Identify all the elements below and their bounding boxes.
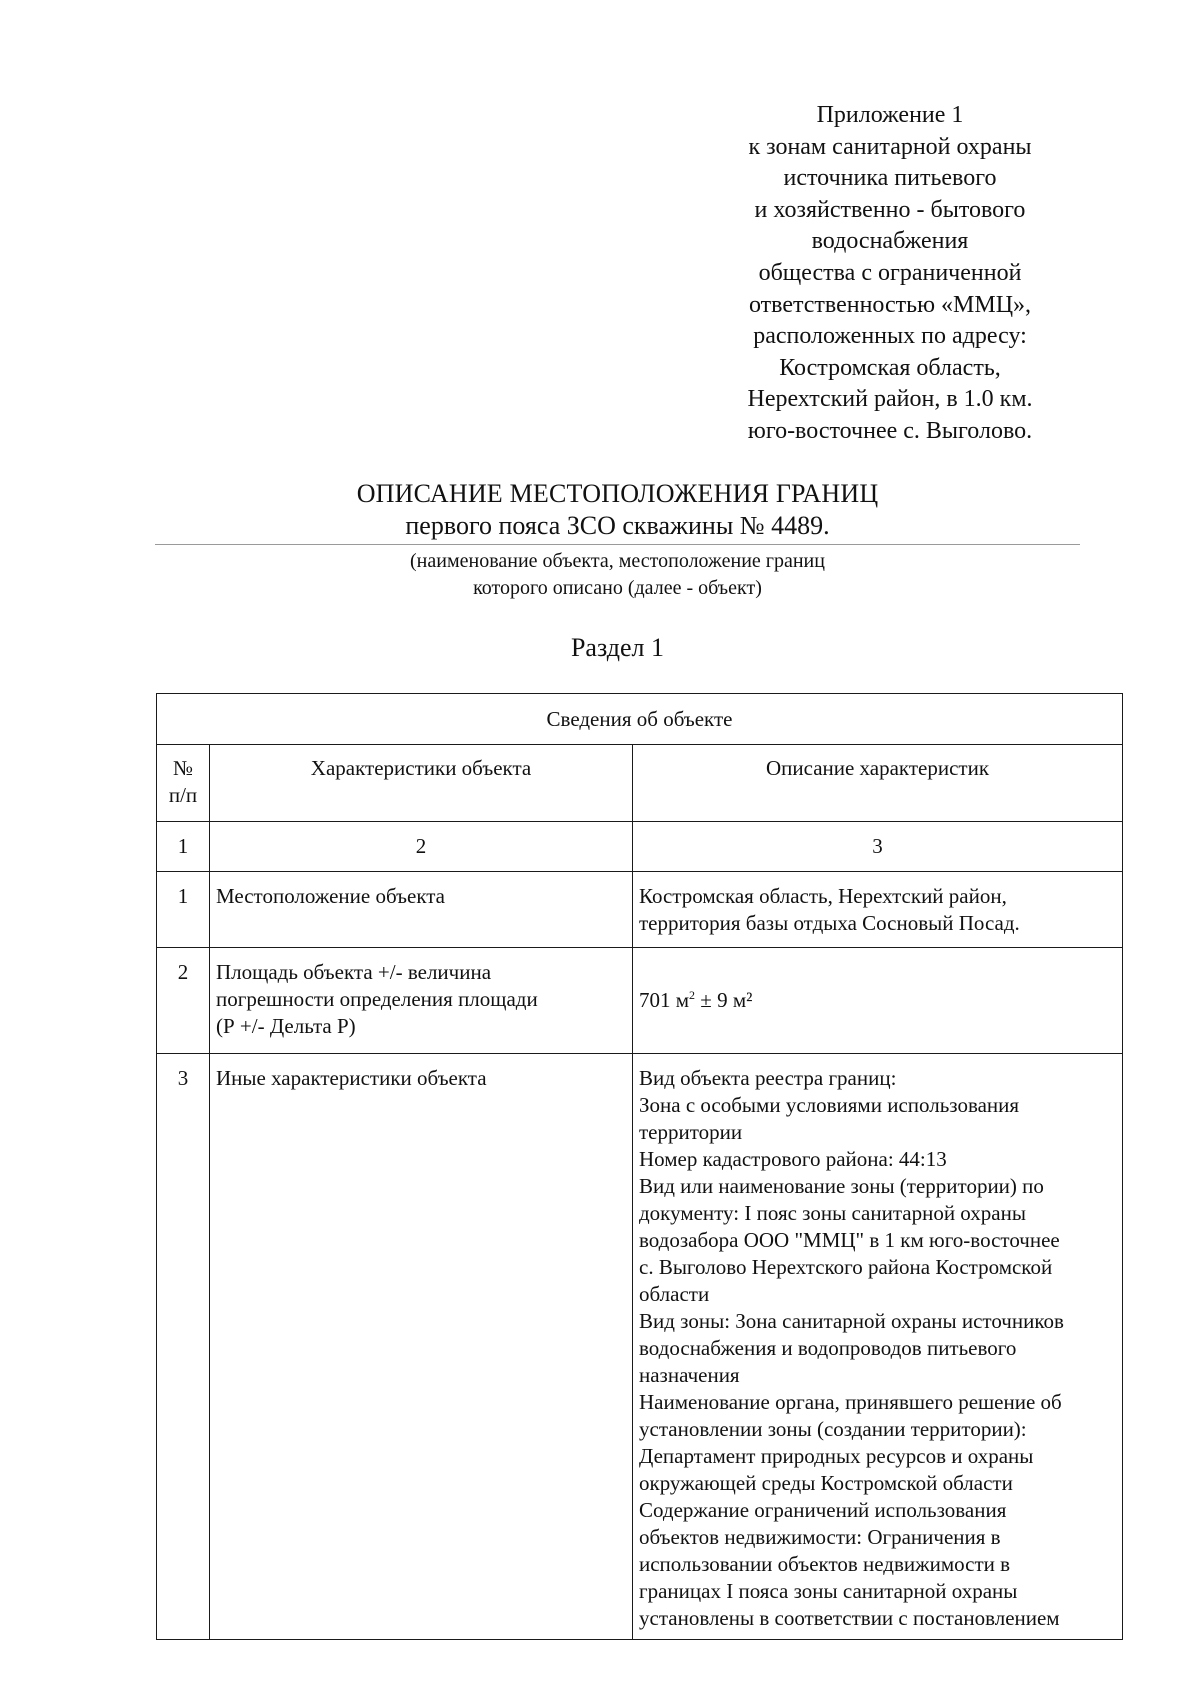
table-row — [157, 872, 1123, 948]
appendix-line: расположенных по адресу: — [753, 323, 1027, 350]
column-number: 3 — [633, 822, 1123, 872]
appendix-line: Костромская область, — [779, 354, 1001, 381]
appendix-block — [690, 100, 1090, 448]
appendix-line: и хозяйственно - бытового — [754, 196, 1026, 223]
description-line: документу: I пояс зоны санитарной охраны — [639, 1201, 1026, 1225]
area-unit-superscript: 2 — [689, 988, 696, 1002]
appendix-line: ответственностью «ММЦ», — [748, 291, 1032, 318]
characteristic-line: Площадь объекта +/- величина — [216, 960, 492, 984]
description-line: водозабора ООО "ММЦ" в 1 км юго-восточнее — [639, 1228, 1060, 1252]
appendix-line: Приложение 1 — [816, 102, 964, 128]
table-caption-row — [157, 694, 1123, 745]
appendix-line: к зонам санитарной охраны — [748, 133, 1032, 160]
object-info-table — [156, 693, 1123, 1640]
description-line: Костромская область, Нерехтский район, — [639, 884, 1007, 908]
row-number: 1 — [157, 872, 210, 948]
description-line: использовании объектов недвижимости в — [639, 1552, 1011, 1576]
column-number: 1 — [157, 822, 210, 872]
column-number: 2 — [210, 822, 633, 872]
description-line: Вид объекта реестра границ: — [639, 1066, 897, 1090]
description-line: территории — [639, 1120, 743, 1144]
description-line: Наименование органа, принявшего решение об — [639, 1390, 1062, 1414]
row-number: 2 — [157, 948, 210, 1054]
description-line: Содержание ограничений использования — [639, 1498, 1007, 1522]
appendix-line: Нерехтский район, в 1.0 км. — [747, 386, 1033, 413]
description-line: установлены в соответствии с постановлением — [639, 1606, 1060, 1630]
characteristic-line: погрешности определения площади — [216, 987, 538, 1011]
description-line: Департамент природных ресурсов и охраны — [639, 1444, 1034, 1468]
characteristic-line: (Р +/- Дельта Р) — [216, 1014, 356, 1038]
header-characteristic: Характеристики объекта — [210, 745, 633, 822]
description-line: назначения — [639, 1363, 740, 1387]
section-title: Раздел 1 — [570, 633, 665, 662]
description-line: установлении зоны (создании территории): — [639, 1417, 1027, 1441]
description-line: Вид или наименование зоны (территории) по — [639, 1174, 1044, 1198]
description-line: границах I пояса зоны санитарной охраны — [639, 1579, 1018, 1603]
description-line: области — [639, 1282, 710, 1306]
row-number: 3 — [157, 1054, 210, 1640]
header-num: № п/п — [157, 745, 210, 822]
document-title: ОПИСАНИЕ МЕСТОПОЛОЖЕНИЯ ГРАНИЦ — [356, 479, 879, 508]
table-header-row — [157, 745, 1123, 822]
description-line: окружающей среды Костромской области — [639, 1471, 1013, 1495]
table-caption: Сведения об объекте — [157, 694, 1123, 745]
appendix-line: юго-восточнее с. Выголово. — [747, 417, 1033, 444]
row-description — [633, 948, 1123, 1054]
appendix-line: источника питьевого — [783, 165, 997, 192]
column-number-row — [157, 822, 1123, 872]
header-description: Описание характеристик — [633, 745, 1123, 822]
description-line: Зона с особыми условиями использования — [639, 1093, 1020, 1117]
description-line: Вид зоны: Зона санитарной охраны источников — [639, 1309, 1064, 1333]
row-characteristic — [210, 948, 633, 1054]
title-note-line-2: которого описано (далее - объект) — [473, 577, 762, 599]
table-row — [157, 948, 1123, 1054]
description-line: Номер кадастрового района: 44:13 — [639, 1147, 947, 1171]
description-line: водоснабжения и водопроводов питьевого — [639, 1336, 1017, 1360]
appendix-line: водоснабжения — [811, 228, 969, 255]
row-characteristic: Местоположение объекта — [210, 872, 633, 948]
description-line: объектов недвижимости: Ограничения в — [639, 1525, 1001, 1549]
title-underline — [155, 544, 1080, 545]
area-tolerance: ± 9 м² — [695, 988, 753, 1012]
description-line: территория базы отдыха Сосновый Посад. — [639, 911, 1020, 935]
table-row — [157, 1054, 1123, 1640]
appendix-line: общества с ограниченной — [758, 259, 1022, 286]
row-description — [633, 872, 1123, 948]
title-note-line-1: (наименование объекта, местоположение границ — [410, 550, 825, 572]
document-subtitle: первого пояса ЗСО скважины № 4489. — [405, 511, 830, 540]
description-line: с. Выголово Нерехтского района Костромской — [639, 1255, 1053, 1279]
area-value: 701 м — [639, 988, 690, 1012]
row-description — [633, 1054, 1123, 1640]
row-characteristic: Иные характеристики объекта — [210, 1054, 633, 1640]
